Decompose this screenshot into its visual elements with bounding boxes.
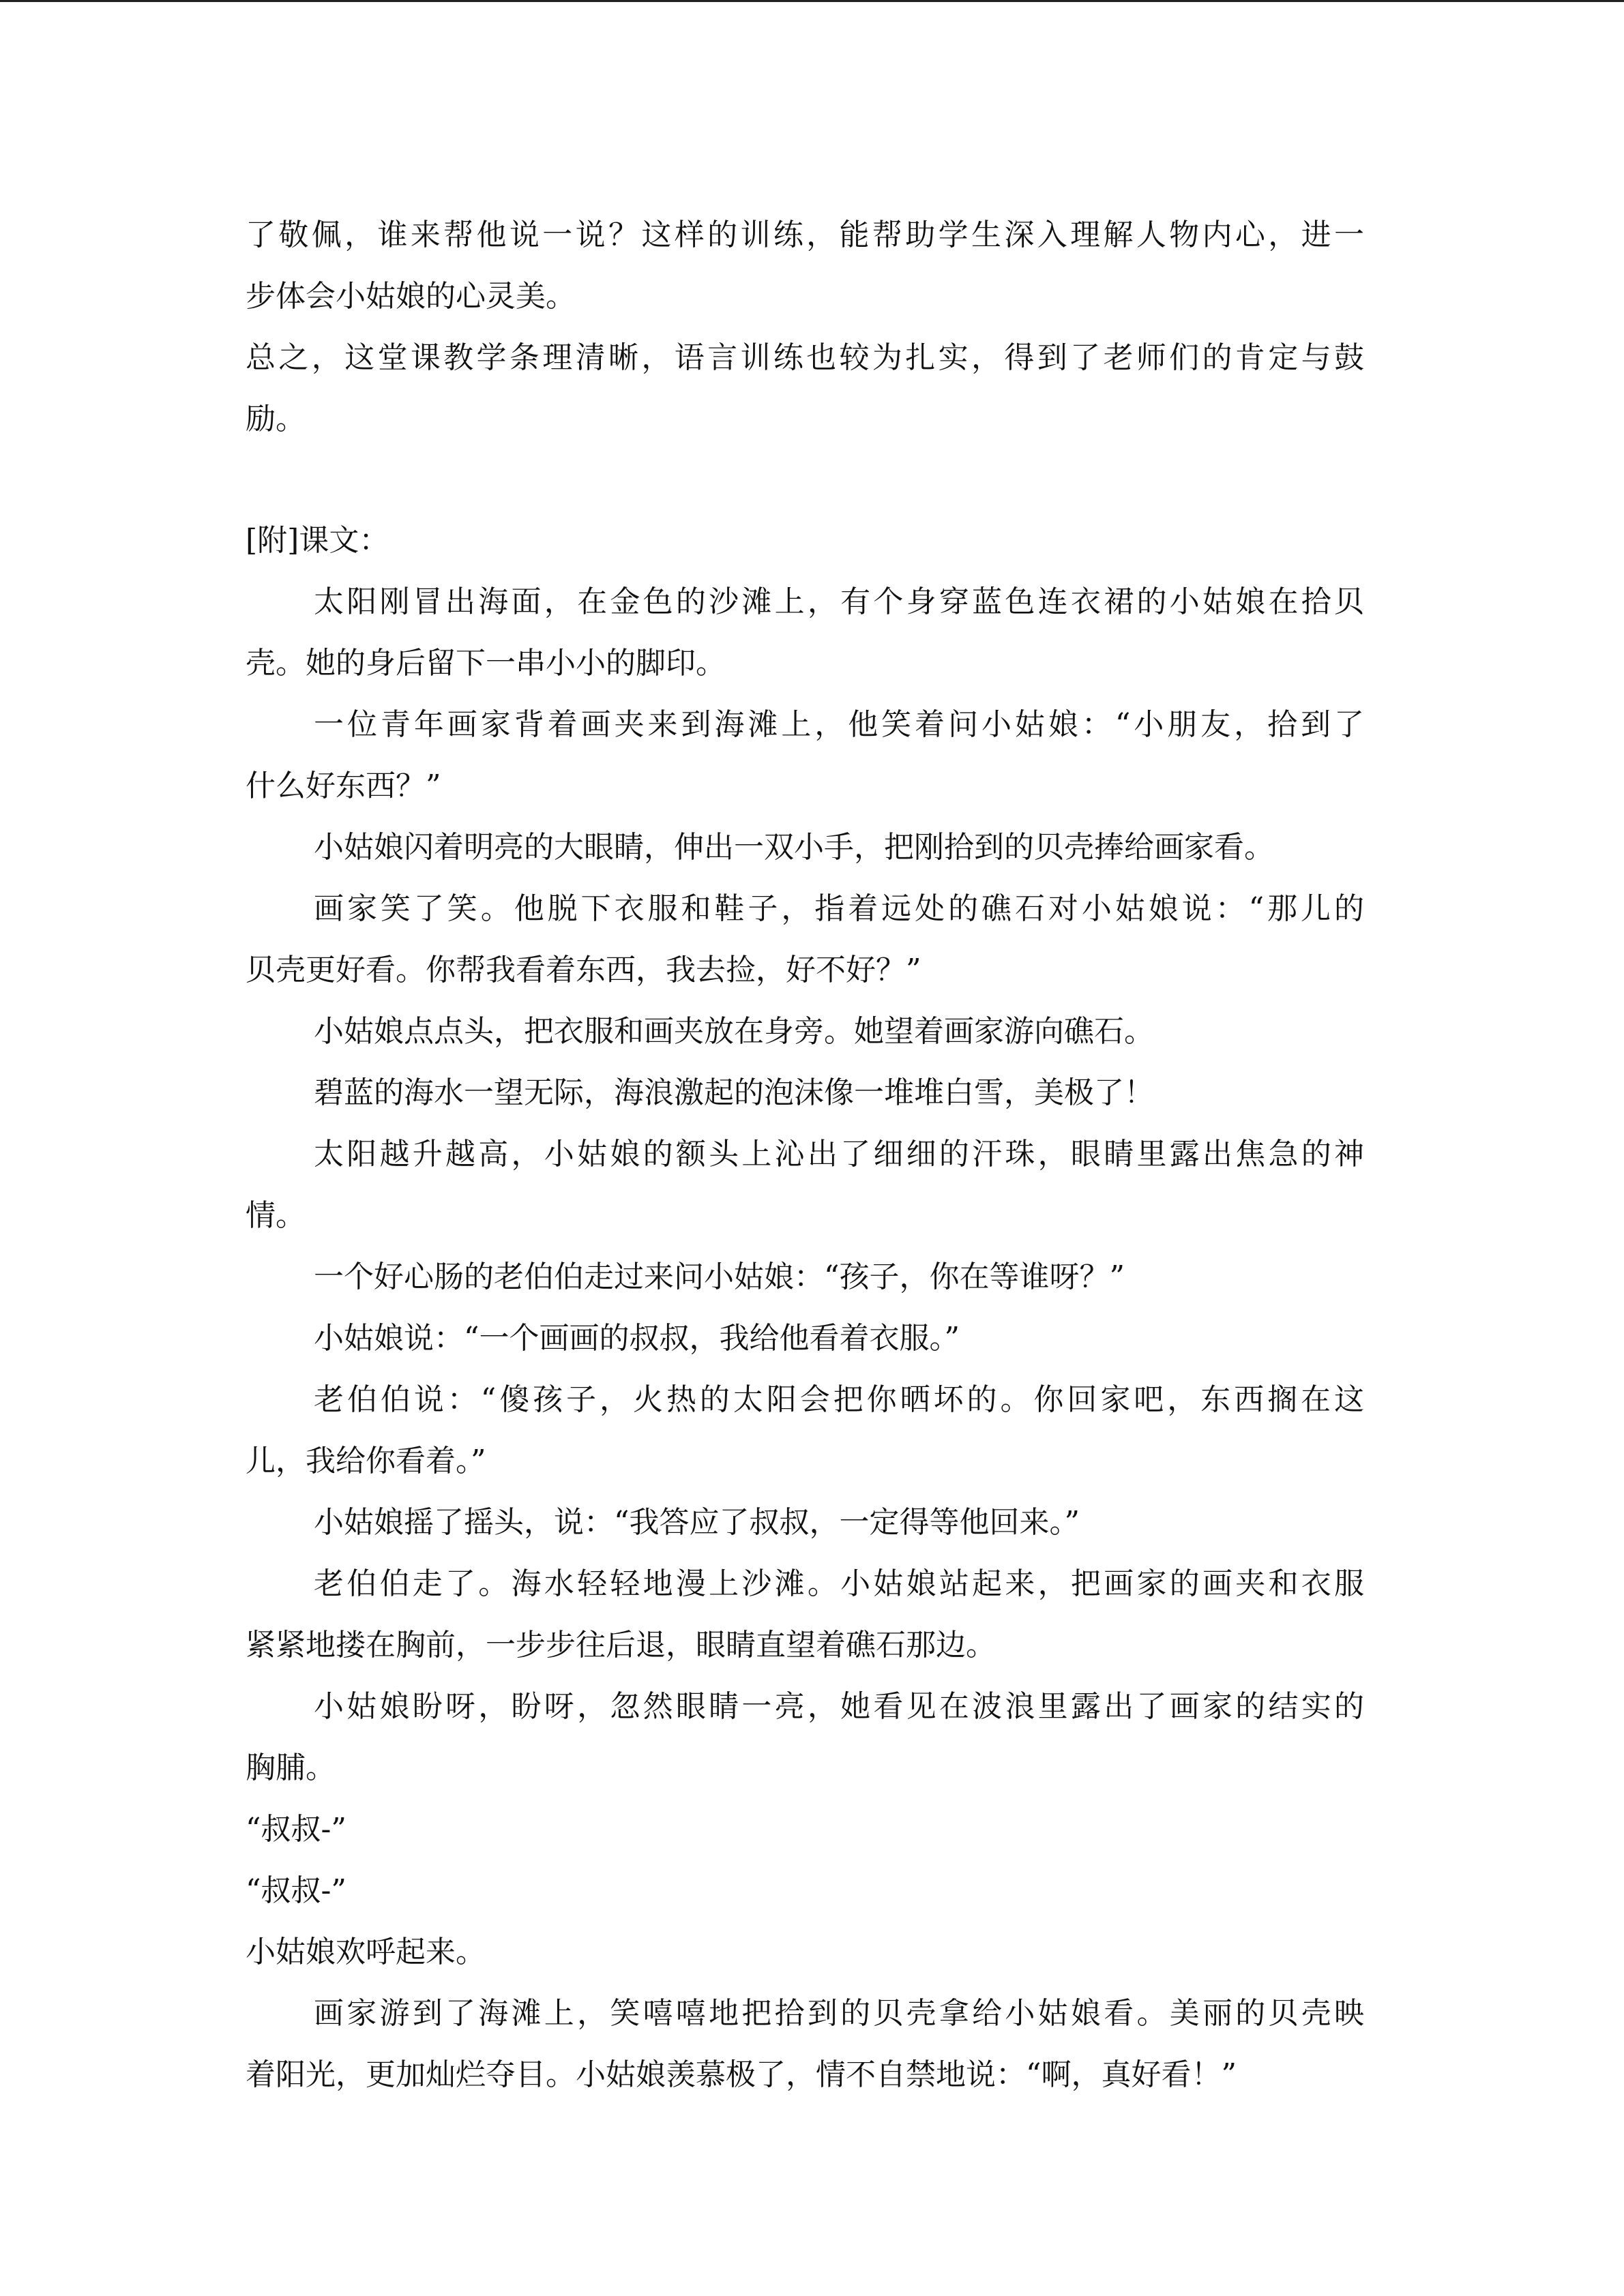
text-line: 了敬佩，谁来帮他说一说？这样的训练，能帮助学生深入理解人物内心，进一 (246, 218, 1364, 252)
paragraph-line: 小姑娘盼呀，盼呀，忽然眼睛一亮，她看见在波浪里露出了画家的结实的 (314, 1689, 1364, 1724)
summary-section (246, 205, 1364, 450)
section-gap (246, 450, 1364, 510)
paragraph-line: 着阳光，更加灿烂夺目。小姑娘羡慕极了，情不自禁地说：“啊，真好看！” (246, 2057, 1237, 2092)
paragraph-line: 画家笑了笑。他脱下衣服和鞋子，指着远处的礁石对小姑娘说：“那儿的 (314, 891, 1364, 926)
appendix-heading: [附]课文： (246, 523, 389, 558)
appendix-text (246, 571, 1364, 2106)
text-line: 步体会小姑娘的心灵美。 (246, 279, 576, 314)
top-border (0, 0, 1624, 2)
text-line: 总之，这堂课教学条理清晰，语言训练也较为扎实，得到了老师们的肯定与鼓 (246, 340, 1364, 375)
paragraph-line: 画家游到了海滩上，笑嘻嘻地把拾到的贝壳拿给小姑娘看。美丽的贝壳映 (314, 1996, 1364, 2031)
paragraph-line: 老伯伯走了。海水轻轻地漫上沙滩。小姑娘站起来，把画家的画夹和衣服 (314, 1566, 1364, 1601)
paragraph-line: 小姑娘摇了摇头，说：“我答应了叔叔，一定得等他回来。” (314, 1505, 1080, 1540)
paragraph-line: 小姑娘点点头，把衣服和画夹放在身旁。她望着画家游向礁石。 (314, 1014, 1154, 1049)
paragraph-line: 小姑娘欢呼起来。 (246, 1935, 486, 1969)
paragraph-line: 小姑娘闪着明亮的大眼睛，伸出一双小手，把刚拾到的贝壳捧给画家看。 (314, 830, 1274, 865)
paragraph-line: 什么好东西？” (246, 769, 441, 803)
paragraph-line: 情。 (246, 1198, 306, 1233)
paragraph-line: 紧紧地搂在胸前，一步步往后退，眼睛直望着礁石那边。 (246, 1628, 996, 1663)
paragraph-line: 碧蓝的海水一望无际，海浪激起的泡沫像一堆堆白雪，美极了！ (314, 1075, 1154, 1110)
paragraph-line: 小姑娘说：“一个画画的叔叔，我给他看着衣服。” (314, 1321, 960, 1356)
paragraph-line: 老伯伯说：“傻孩子，火热的太阳会把你晒坏的。你回家吧，东西搁在这 (314, 1382, 1364, 1417)
paragraph-line: 胸脯。 (246, 1750, 336, 1785)
paragraph-line: 一位青年画家背着画夹来到海滩上，他笑着问小姑娘：“小朋友，拾到了 (314, 707, 1364, 742)
paragraph-line: 壳。她的身后留下一串小小的脚印。 (246, 646, 726, 681)
paragraph-line: 一个好心肠的老伯伯走过来问小姑娘：“孩子，你在等谁呀？” (314, 1259, 1125, 1294)
paragraph-line: 贝壳更好看。你帮我看着东西，我去捡，好不好？” (246, 953, 921, 987)
paragraph-line: “叔叔-” (246, 1873, 346, 1908)
document-page (246, 205, 1364, 2106)
paragraph-line: 太阳刚冒出海面，在金色的沙滩上，有个身穿蓝色连衣裙的小姑娘在拾贝 (314, 584, 1364, 619)
paragraph-line: “叔叔-” (246, 1812, 346, 1847)
text-line: 励。 (246, 402, 306, 436)
paragraph-line: 太阳越升越高，小姑娘的额头上沁出了细细的汗珠，眼睛里露出焦急的神 (314, 1137, 1364, 1172)
paragraph-line: 儿，我给你看着。” (246, 1444, 486, 1478)
